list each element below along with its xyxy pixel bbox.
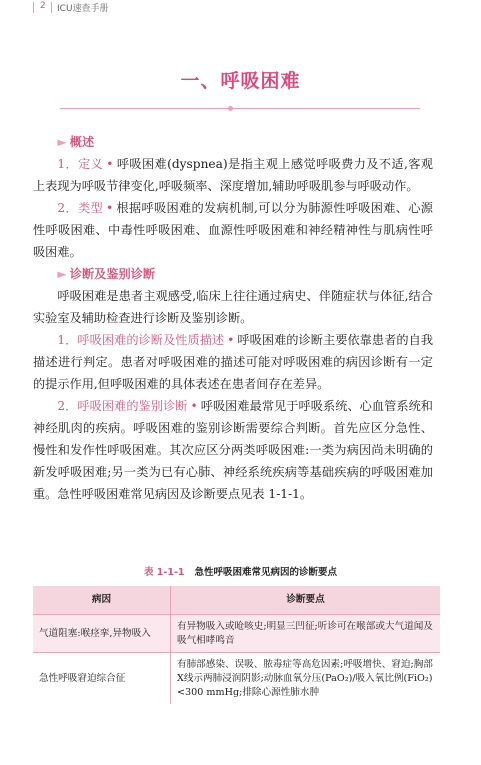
bullet-dot-icon: • <box>190 399 198 413</box>
table-row <box>33 653 440 705</box>
table-header-row <box>33 586 440 615</box>
book-title: ICU速查手册 <box>57 4 109 14</box>
paragraph-lead: 1．定义 <box>57 157 104 171</box>
title-rule <box>60 108 420 109</box>
page-number: 2 <box>40 1 46 11</box>
table-row <box>33 615 440 653</box>
paragraph-lead: 1．呼吸困难的诊断及性质描述 <box>57 333 225 347</box>
bullet-dot-icon: • <box>227 333 235 347</box>
column-header: 诊断要点 <box>171 586 441 615</box>
page-header <box>0 0 481 16</box>
paragraph-lead: 2．呼吸困难的鉴别诊断 <box>57 399 188 413</box>
title-rule-ornament <box>228 106 233 111</box>
section-heading-overview: ► 概述 <box>57 135 95 149</box>
paragraph-intro: 呼吸困难是患者主观感受,临床上往往通过病史、伴随症状与体征,结合实验室及辅助检查进行诊断及鉴别诊断。 <box>33 289 433 325</box>
table-number: 表 1-1-1 <box>143 567 185 578</box>
header-divider <box>33 2 34 13</box>
header-divider <box>51 2 52 13</box>
bullet-dot-icon: • <box>105 201 114 215</box>
diagnosis-table <box>33 586 440 704</box>
table-cell: 有异物吸入或呛咳史;明显三凹征;听诊可在喉部或大气道闻及吸气相哮鸣音 <box>171 615 441 653</box>
paragraph-types: 2．类型 • 根据呼吸困难的发病机制,可以分为肺源性呼吸困难、心源性呼吸困难、中毒性呼吸困难、血源性呼吸困难和神经精神性与肌病性呼吸困难。 <box>33 201 433 259</box>
table-cell: 气道阻塞:喉痉挛,异物吸入 <box>33 615 171 653</box>
table-cell: 急性呼吸窘迫综合征 <box>33 653 171 705</box>
table-caption <box>0 564 481 578</box>
column-header: 病因 <box>33 586 171 615</box>
triangle-bullet-icon: ► <box>57 135 67 149</box>
paragraph-diagnosis: 1．呼吸困难的诊断及性质描述 • 呼吸困难的诊断主要依靠患者的自我描述进行判定。患者对呼吸困难的描述可能对呼吸困难的病因诊断有一定的提示作用,但呼吸困难的具体表述在患者间存在差异。 <box>33 333 434 391</box>
bullet-dot-icon: • <box>106 157 114 171</box>
chapter-title: 一、呼吸困难 <box>180 70 301 92</box>
section-heading-diagnosis: ► 诊断及鉴别诊断 <box>57 267 156 281</box>
body-text <box>33 131 433 505</box>
table-title: 急性呼吸困难常见病因的诊断要点 <box>194 567 338 578</box>
triangle-bullet-icon: ► <box>57 267 67 281</box>
paragraph-lead: 2．类型 <box>57 201 103 215</box>
table-cell: 有肺部感染、误吸、脓毒症等高危因素;呼吸增快、窘迫;胸部X线示两肺浸润阴影;动脉血氧分压(PaO₂)/吸入氧比例(FiO₂)<300 mmHg;排除心源性肺水肿 <box>171 653 441 705</box>
paragraph-definition: 1．定义 • 呼吸困难(dyspnea)是指主观上感觉呼吸费力及不适,客观上表现为呼吸节律变化,呼吸频率、深度增加,辅助呼吸肌参与呼吸动作。 <box>33 157 433 193</box>
paragraph-differential: 2．呼吸困难的鉴别诊断 • 呼吸困难最常见于呼吸系统、心血管系统和神经肌肉的疾病。呼吸困难的鉴别诊断需要综合判断。首先应区分急性、慢性和发作性呼吸困难。其次应区分两类呼吸困难:一类为病因尚未明确的新发呼吸困难;另一类为已有心肺、神经系统疾病等基础疾病的呼吸困难加重。急性呼吸困难常见病因及诊断要点见表 1-1-1。 <box>33 399 433 501</box>
